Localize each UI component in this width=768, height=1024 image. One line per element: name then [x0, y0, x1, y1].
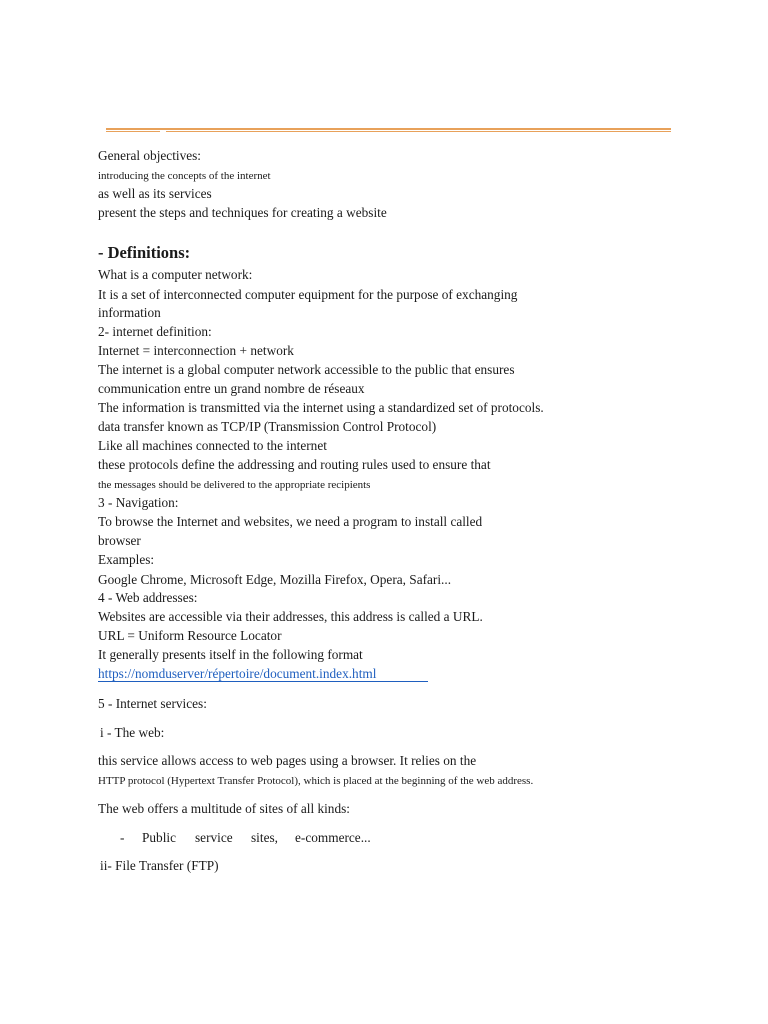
internet-equation: Internet = interconnection + network [98, 343, 294, 358]
navigation-line-1: To browse the Internet and websites, we need a program to install called [98, 514, 483, 529]
network-answer-1: It is a set of interconnected computer equipment for the purpose of exchanging [98, 287, 518, 302]
web-service-title: i - The web: [100, 725, 165, 740]
web-addresses-line-3: It generally presents itself in the following format [98, 647, 363, 662]
internet-line-5: Like all machines connected to the internet [98, 438, 327, 453]
network-question: What is a computer network: [98, 267, 253, 282]
list-word-2: service [195, 830, 233, 845]
network-answer-2: information [98, 305, 161, 320]
definitions-heading: - Definitions: [98, 243, 191, 262]
internet-line-2: communication entre un grand nombre de réseaux [98, 381, 365, 396]
objective-line-1: introducing the concepts of the internet [98, 170, 271, 182]
internet-line-4: data transfer known as TCP/IP (Transmission Control Protocol) [98, 419, 437, 434]
url-link-underline [98, 681, 428, 682]
web-addresses-line-1: Websites are accessible via their addresses, this address is called a URL. [98, 609, 483, 624]
list-word-4: e-commerce... [295, 830, 371, 845]
web-service-line-1: this service allows access to web pages using a browser. It relies on the [98, 753, 477, 768]
general-objectives-title: General objectives: [98, 148, 202, 163]
list-word-3: sites, [251, 830, 278, 845]
header-rule-notch [106, 131, 160, 132]
ftp-title: ii- File Transfer (FTP) [100, 858, 219, 873]
internet-line-7: the messages should be delivered to the appropriate recipients [98, 479, 371, 491]
navigation-line-2: browser [98, 533, 141, 548]
navigation-title: 3 - Navigation: [98, 495, 179, 510]
internet-line-1: The internet is a global computer network accessible to the public that ensures [98, 362, 515, 377]
list-dash: - [120, 830, 125, 845]
internet-definition-title: 2- internet definition: [98, 324, 212, 339]
header-rule [106, 128, 671, 130]
internet-services-title: 5 - Internet services: [98, 696, 207, 711]
navigation-line-4: Google Chrome, Microsoft Edge, Mozilla Firefox, Opera, Safari... [98, 572, 452, 587]
objective-line-3: present the steps and techniques for creating a website [98, 205, 387, 220]
internet-line-6: these protocols define the addressing and routing rules used to ensure that [98, 457, 491, 472]
internet-line-3: The information is transmitted via the internet using a standardized set of protocols. [98, 400, 544, 415]
web-service-line-2: HTTP protocol (Hypertext Transfer Protocol), which is placed at the beginning of the web address. [98, 775, 534, 787]
url-example-link[interactable]: https://nomduserver/répertoire/document.index.html [98, 666, 377, 681]
web-addresses-title: 4 - Web addresses: [98, 590, 198, 605]
list-word-1: Public [142, 830, 176, 845]
web-addresses-line-2: URL = Uniform Resource Locator [98, 628, 282, 643]
header-rule-second [166, 131, 671, 132]
web-service-line-3: The web offers a multitude of sites of all kinds: [98, 801, 350, 816]
navigation-line-3: Examples: [98, 552, 155, 567]
objective-line-2: as well as its services [98, 186, 212, 201]
